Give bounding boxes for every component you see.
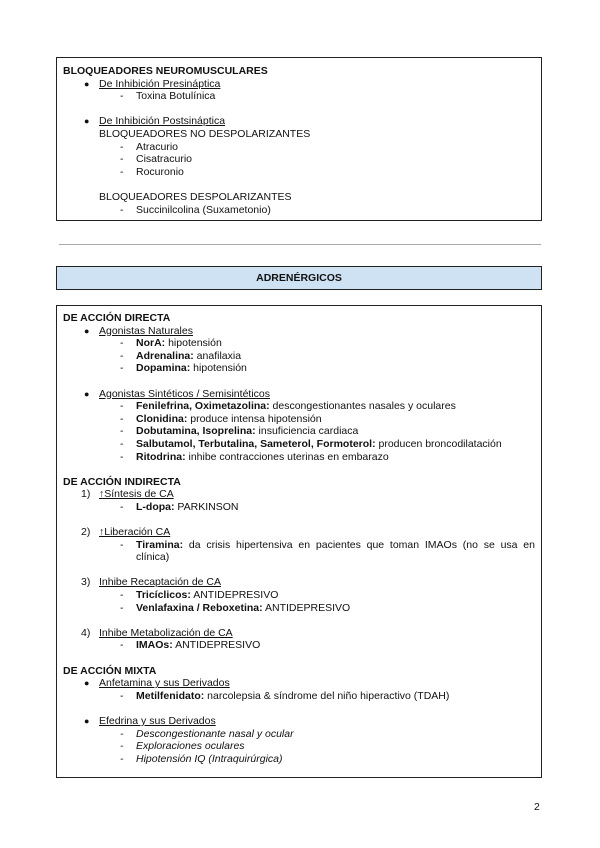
synthetic-agonists-item	[63, 388, 535, 401]
list-item: - Salbutamol, Terbutalina, Sameterol, Formoterol: producen broncodilatación	[120, 437, 502, 450]
indirect-title: DE ACCIÓN INDIRECTA	[63, 475, 181, 488]
list-item: - Metilfenidato: narcolepsia & síndrome del niño hiperactivo (TDAH)	[120, 689, 450, 702]
bullet-icon: ●	[84, 716, 90, 726]
postsynaptic-item	[63, 115, 535, 128]
indirect-group	[63, 576, 535, 589]
bullet-icon: ●	[84, 388, 90, 399]
group-number: 2)	[81, 526, 91, 539]
list-item: - Dobutamina, Isoprelina: insuficiencia cardiaca	[120, 425, 359, 438]
list-item: - Cisatracurio	[120, 153, 193, 166]
amphetamine-item	[63, 677, 535, 690]
list-item: - Hipotensión IQ (Intraquirúrgica)	[120, 752, 283, 765]
group-label: ↑Síntesis de CA	[99, 488, 174, 501]
list-item: - Fenilefrina, Oximetazolina: descongestionantes nasales y oculares	[120, 400, 456, 413]
list-item: - Succinilcolina (Suxametonio)	[120, 203, 271, 216]
list-item: - Tricíclicos: ANTIDEPRESIVO	[120, 589, 279, 602]
list-item: - Toxina Botulínica	[120, 90, 216, 103]
list-item: - IMAOs: ANTIDEPRESIVO	[120, 639, 261, 652]
direct-title: DE ACCIÓN DIRECTA	[63, 312, 171, 324]
bullet-icon: ●	[84, 678, 90, 689]
group-label: Inhibe Metabolización de CA	[99, 626, 233, 639]
list-item: - Descongestionante nasal y ocular	[120, 727, 294, 740]
list-item: - Clonidina: produce intensa hipotensión	[120, 412, 322, 425]
ephedrine-label: Efedrina y sus Derivados	[99, 715, 216, 727]
synthetic-agonists-label: Agonistas Sintéticos / Semisintéticos	[99, 387, 270, 400]
bullet-icon: ●	[84, 116, 90, 127]
neuromuscular-title: BLOQUEADORES NEUROMUSCULARES	[63, 65, 268, 77]
group-number: 1)	[81, 488, 91, 501]
list-item: - Atracurio	[120, 140, 179, 153]
amphetamine-label: Anfetamina y sus Derivados	[99, 677, 230, 690]
section-divider	[59, 244, 541, 245]
adrenergic-box	[56, 305, 542, 778]
indirect-group	[63, 526, 535, 539]
natural-agonists-item	[63, 325, 535, 338]
indirect-group	[63, 627, 535, 640]
list-item: - Adrenalina: anafilaxia	[120, 349, 242, 362]
presynaptic-item	[63, 78, 535, 91]
list-item: - NorA: hipotensión	[120, 337, 222, 350]
list-item: - Ritodrina: inhibe contracciones uterinas en embarazo	[120, 450, 389, 463]
page-number: 2	[534, 801, 540, 813]
group-label: ↑Liberación CA	[99, 526, 171, 539]
group-number: 4)	[81, 626, 91, 639]
indirect-group	[63, 488, 535, 501]
list-item: - Dopamina: hipotensión	[120, 362, 247, 375]
depolarizing-title: BLOQUEADORES DESPOLARIZANTES	[99, 190, 292, 203]
postsynaptic-label: De Inhibición Postsináptica	[99, 115, 226, 128]
list-item: - Venlafaxina / Reboxetina: ANTIDEPRESIVO	[120, 601, 351, 614]
list-item: - Tiramina: da crisis hipertensiva en pacientes que toman IMAOs (no se usa en clínica)	[120, 538, 535, 564]
list-item: - Rocuronio	[120, 165, 184, 178]
presynaptic-label: De Inhibición Presináptica	[99, 77, 221, 90]
non-depolarizing-title: BLOQUEADORES NO DESPOLARIZANTES	[99, 127, 311, 140]
group-number: 3)	[81, 576, 91, 589]
list-item: - Exploraciones oculares	[120, 740, 245, 753]
bullet-icon: ●	[84, 78, 90, 89]
natural-agonists-label: Agonistas Naturales	[99, 324, 193, 337]
bullet-icon: ●	[84, 325, 90, 336]
section-header: ADRENÉRGICOS	[56, 266, 542, 290]
ephedrine-item	[63, 715, 535, 728]
group-label: Inhibe Recaptación de CA	[99, 576, 221, 589]
neuromuscular-blockers-box	[56, 57, 542, 221]
list-item: - L-dopa: PARKINSON	[120, 500, 239, 513]
mixed-title: DE ACCIÓN MIXTA	[63, 664, 157, 677]
